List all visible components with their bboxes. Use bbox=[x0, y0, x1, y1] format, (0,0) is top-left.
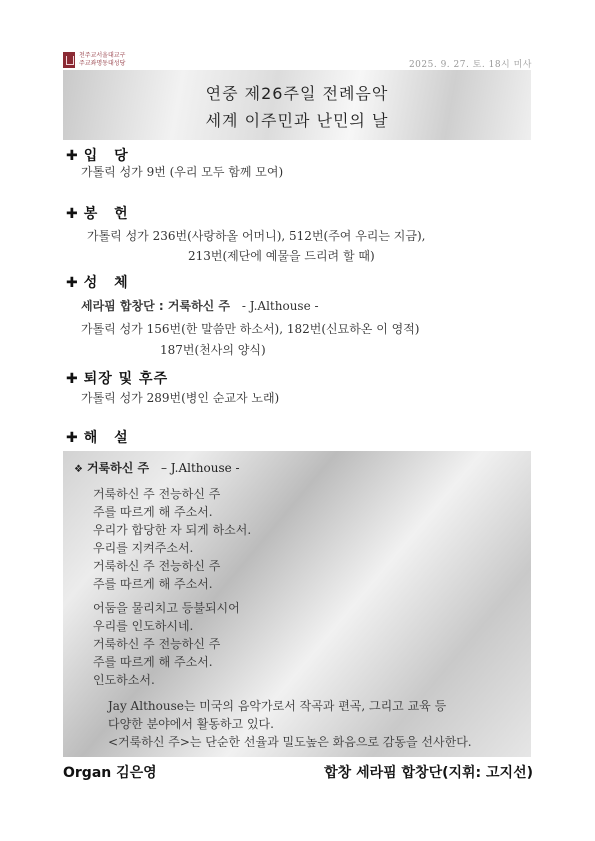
cross-icon: ✚ bbox=[66, 275, 80, 291]
lyric-line: 거룩하신 주 전능하신 주 bbox=[93, 559, 221, 573]
mass-date: 2025. 9. 27. 토. 18시 미사 bbox=[408, 60, 532, 70]
parish-logo bbox=[63, 52, 143, 70]
lyric-line: 주를 따르게 해 주소서. bbox=[93, 655, 213, 669]
cross-icon: ✚ bbox=[66, 430, 80, 446]
section-recessional-heading bbox=[66, 368, 168, 388]
lyric-line: 어둠을 물리치고 등불되시어 bbox=[93, 601, 240, 615]
cross-icon: ✚ bbox=[66, 206, 80, 222]
communion-hymns-line2: 187번(천사의 양식) bbox=[160, 343, 266, 357]
logo-line1: 천주교서울대교구 bbox=[79, 52, 126, 59]
section-commentary-title: 해 설 bbox=[83, 430, 134, 446]
choir-piece-composer: - J.Althouse - bbox=[241, 299, 319, 313]
lyric-line: 우리가 합당한 자 되게 하소서. bbox=[93, 523, 252, 537]
commentary-note-line: <거룩하신 주>는 단순한 선율과 밀도높은 화음으로 감동을 선사한다. bbox=[108, 735, 472, 749]
logo-text bbox=[79, 52, 125, 68]
section-offertory-heading bbox=[66, 203, 134, 223]
communion-hymns-line1: 가톨릭 성가 156번(한 말씀만 하소서), 182번(신묘하온 이 영적) bbox=[81, 322, 420, 336]
section-entrance-title: 입 당 bbox=[83, 148, 134, 164]
lyric-line: 주를 따르게 해 주소서. bbox=[93, 505, 213, 519]
commentary-song-title: 거룩하신 주 bbox=[86, 461, 150, 475]
commentary-panel bbox=[63, 451, 531, 757]
commentary-note-line: Jay Althouse는 미국의 음악가로서 작곡과 편곡, 그리고 교육 등 bbox=[108, 699, 447, 713]
section-entrance-heading bbox=[66, 145, 134, 165]
lyric-line: 우리를 인도하시네. bbox=[93, 619, 194, 633]
entrance-hymn: 가톨릭 성가 9번 (우리 모두 함께 모여) bbox=[81, 165, 284, 179]
choir-credit: 합창 세라핌 합창단(지휘: 고지선) bbox=[324, 765, 533, 781]
section-recessional-title: 퇴장 및 후주 bbox=[83, 371, 169, 387]
cross-icon: ✚ bbox=[66, 371, 80, 387]
communion-choir-piece bbox=[81, 297, 319, 314]
title-banner bbox=[63, 70, 531, 140]
section-commentary-heading bbox=[66, 427, 134, 447]
offertory-hymns-line2: 213번(제단에 예물을 드리려 할 때) bbox=[188, 249, 375, 263]
banner-title-line1: 연중 제26주일 전례음악 bbox=[205, 84, 389, 103]
choir-piece-title: 세라핌 합창단 : 거룩하신 주 bbox=[81, 299, 231, 313]
commentary-song-heading bbox=[74, 459, 240, 476]
section-offertory-title: 봉 헌 bbox=[83, 206, 134, 222]
lyric-line: 거룩하신 주 전능하신 주 bbox=[93, 487, 221, 501]
organist-credit: Organ 김은영 bbox=[63, 765, 157, 781]
section-communion-title: 성 체 bbox=[83, 275, 134, 291]
commentary-song-composer: – J.Althouse - bbox=[160, 461, 240, 475]
cross-icon: ✚ bbox=[66, 148, 80, 164]
section-communion-heading bbox=[66, 272, 134, 292]
lyric-line: 우리를 지켜주소서. bbox=[93, 541, 194, 555]
cathedral-icon bbox=[63, 52, 75, 68]
lyric-line: 인도하소서. bbox=[93, 673, 155, 687]
lyric-line: 주를 따르게 해 주소서. bbox=[93, 577, 213, 591]
recessional-hymn: 가톨릭 성가 289번(병인 순교자 노래) bbox=[81, 391, 280, 405]
offertory-hymns-line1: 가톨릭 성가 236번(사랑하올 어머니), 512번(주여 우리는 지금), bbox=[87, 229, 426, 243]
diamond-bullet-icon: ❖ bbox=[74, 464, 83, 475]
logo-line2: 주교좌명동대성당 bbox=[79, 60, 126, 67]
lyric-line: 거룩하신 주 전능하신 주 bbox=[93, 637, 221, 651]
commentary-note-line: 다양한 분야에서 활동하고 있다. bbox=[108, 717, 274, 731]
banner-title-line2: 세계 이주민과 난민의 날 bbox=[205, 111, 389, 130]
